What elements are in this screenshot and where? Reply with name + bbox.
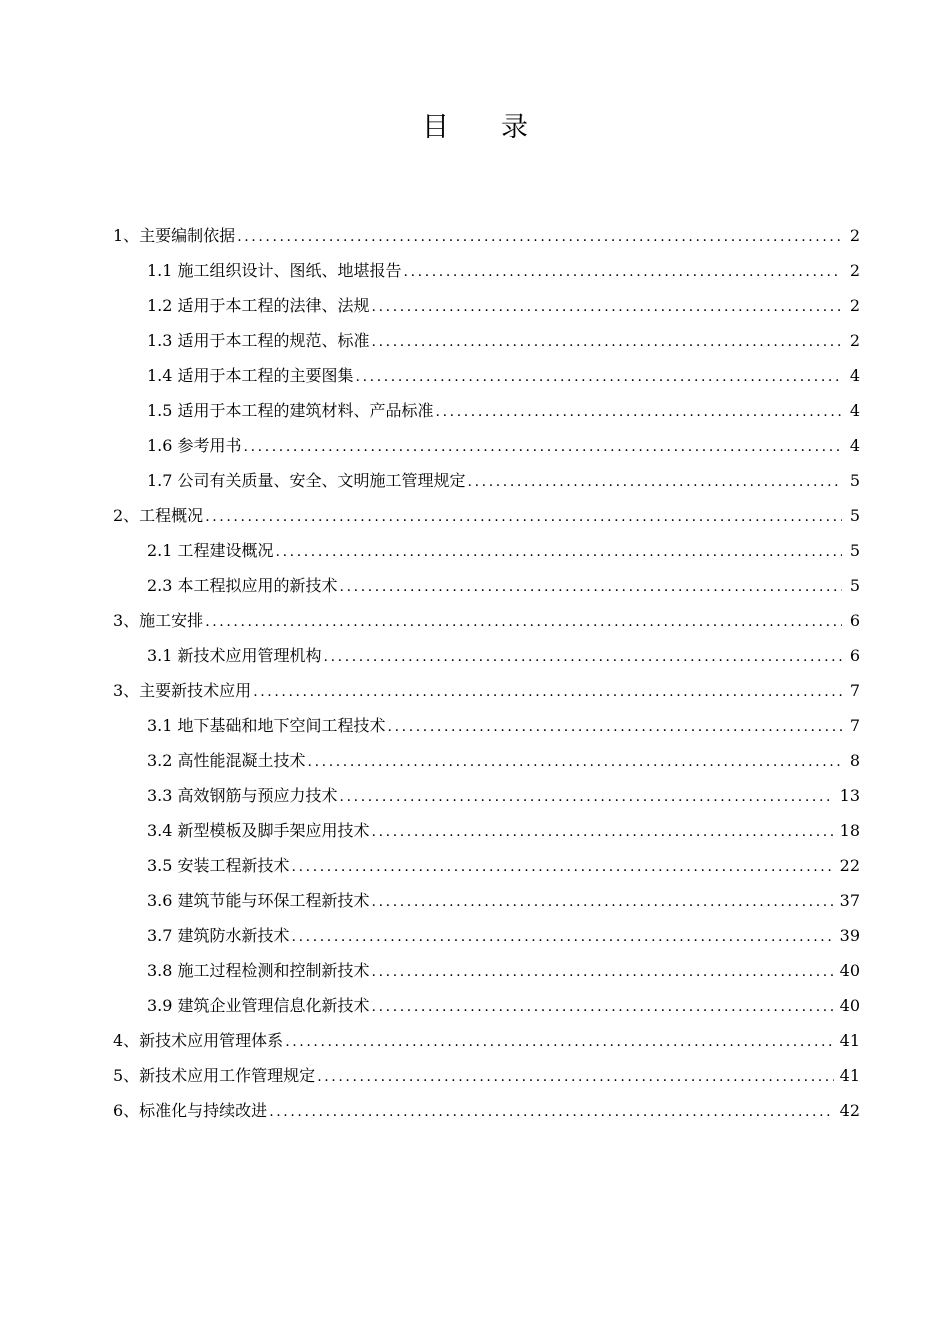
toc-entry-label: 1、主要编制依据: [113, 226, 236, 245]
toc-entry-label: 3.2 高性能混凝土技术: [147, 751, 306, 770]
toc-dot-leader: [253, 675, 842, 708]
toc-entry-label: 2.1 工程建设概况: [147, 541, 274, 560]
toc-entry[interactable]: [113, 393, 860, 428]
toc-dot-leader: [372, 290, 842, 323]
toc-dot-leader: [372, 325, 842, 358]
toc-entry-label: 4、新技术应用管理体系: [113, 1031, 284, 1050]
toc-entry-label: 1.2 适用于本工程的法律、法规: [147, 296, 370, 315]
toc-dot-leader: [237, 220, 842, 253]
toc-entry-page-number: 5: [849, 506, 860, 525]
toc-entry[interactable]: [113, 323, 860, 358]
toc-entry-page-number: 4: [849, 366, 860, 385]
toc-entry-page-number: 4: [849, 401, 860, 420]
toc-entry-label: 3、主要新技术应用: [113, 681, 252, 700]
toc-entry-label: 3.6 建筑节能与环保工程新技术: [147, 891, 370, 910]
toc-dot-leader: [372, 990, 834, 1023]
toc-entry[interactable]: [113, 953, 860, 988]
toc-entry[interactable]: [113, 463, 860, 498]
toc-entry[interactable]: [113, 1093, 860, 1128]
toc-entry[interactable]: [113, 743, 860, 778]
toc-entry[interactable]: [113, 1058, 860, 1093]
toc-entry[interactable]: [113, 778, 860, 813]
toc-dot-leader: [372, 955, 834, 988]
toc-entry[interactable]: [113, 288, 860, 323]
toc-dot-leader: [372, 885, 834, 918]
toc-entry-page-number: 41: [839, 1031, 860, 1050]
toc-dot-leader: [317, 1060, 833, 1093]
toc-entry-page-number: 13: [839, 786, 860, 805]
toc-entry[interactable]: [113, 883, 860, 918]
toc-dot-leader: [292, 850, 834, 883]
title-char-1: 目: [422, 112, 449, 143]
toc-entry-label: 2、工程概况: [113, 506, 204, 525]
toc-entry-page-number: 6: [849, 646, 860, 665]
toc-entry-page-number: 5: [849, 471, 860, 490]
toc-entry-page-number: 5: [849, 576, 860, 595]
toc-entry-page-number: 8: [849, 751, 860, 770]
toc-entry[interactable]: [113, 1023, 860, 1058]
toc-entry-label: 1.7 公司有关质量、安全、文明施工管理规定: [147, 471, 466, 490]
toc-dot-leader: [292, 920, 834, 953]
toc-dot-leader: [285, 1025, 833, 1058]
toc-entry[interactable]: [113, 603, 860, 638]
toc-dot-leader: [404, 255, 842, 288]
toc-entry[interactable]: [113, 358, 860, 393]
toc-entry-label: 6、标准化与持续改进: [113, 1101, 268, 1120]
toc-entry-label: 1.5 适用于本工程的建筑材料、产品标准: [147, 401, 434, 420]
toc-dot-leader: [244, 430, 842, 463]
toc-entry-page-number: 2: [849, 331, 860, 350]
toc-dot-leader: [308, 745, 842, 778]
toc-entry-page-number: 5: [849, 541, 860, 560]
toc-entry[interactable]: [113, 568, 860, 603]
toc-entry-label: 3.7 建筑防水新技术: [147, 926, 290, 945]
toc-entry-page-number: 18: [839, 821, 860, 840]
toc-entry-page-number: 42: [839, 1101, 860, 1120]
toc-dot-leader: [468, 465, 842, 498]
toc-dot-leader: [269, 1095, 833, 1128]
toc-entry-page-number: 2: [849, 296, 860, 315]
toc-entry-page-number: 40: [839, 996, 860, 1015]
toc-entry-label: 3.1 新技术应用管理机构: [147, 646, 322, 665]
toc-entry[interactable]: [113, 813, 860, 848]
toc-entry-page-number: 7: [849, 716, 860, 735]
toc-entry[interactable]: [113, 848, 860, 883]
toc-dot-leader: [205, 605, 842, 638]
toc-entry-page-number: 37: [839, 891, 860, 910]
toc-entry-page-number: 4: [849, 436, 860, 455]
toc-entry-page-number: 2: [849, 226, 860, 245]
page-title: [0, 108, 950, 148]
toc-entry[interactable]: [113, 533, 860, 568]
toc-entry-label: 3.8 施工过程检测和控制新技术: [147, 961, 370, 980]
toc-entry-label: 3.5 安装工程新技术: [147, 856, 290, 875]
toc-dot-leader: [324, 640, 842, 673]
toc-entry-label: 1.6 参考用书: [147, 436, 242, 455]
toc-entry-page-number: 39: [839, 926, 860, 945]
toc-entry-label: 3、施工安排: [113, 611, 204, 630]
toc-entry-label: 1.4 适用于本工程的主要图集: [147, 366, 354, 385]
toc-entry-page-number: 7: [849, 681, 860, 700]
toc-entry[interactable]: [113, 638, 860, 673]
toc-entry-page-number: 2: [849, 261, 860, 280]
toc-entry[interactable]: [113, 428, 860, 463]
toc-entry[interactable]: [113, 708, 860, 743]
toc-dot-leader: [276, 535, 842, 568]
toc-entry-label: 2.3 本工程拟应用的新技术: [147, 576, 338, 595]
toc-entry[interactable]: [113, 673, 860, 708]
toc-dot-leader: [205, 500, 842, 533]
toc-entry-page-number: 6: [849, 611, 860, 630]
toc-entry-page-number: 22: [839, 856, 860, 875]
toc-entry[interactable]: [113, 498, 860, 533]
toc-dot-leader: [340, 780, 834, 813]
toc-entry-label: 3.3 高效钢筋与预应力技术: [147, 786, 338, 805]
toc-dot-leader: [388, 710, 842, 743]
toc-entry[interactable]: [113, 253, 860, 288]
toc-entry-label: 1.3 适用于本工程的规范、标准: [147, 331, 370, 350]
toc-entry[interactable]: [113, 988, 860, 1023]
toc-entry-page-number: 40: [839, 961, 860, 980]
toc-entry[interactable]: [113, 918, 860, 953]
toc-entry-label: 3.9 建筑企业管理信息化新技术: [147, 996, 370, 1015]
toc-entry-page-number: 41: [839, 1066, 860, 1085]
toc-entry-label: 1.1 施工组织设计、图纸、地堪报告: [147, 261, 402, 280]
toc-entry-label: 3.4 新型模板及脚手架应用技术: [147, 821, 370, 840]
toc-dot-leader: [436, 395, 842, 428]
toc-entry[interactable]: [113, 218, 860, 253]
toc-dot-leader: [356, 360, 842, 393]
table-of-contents: [113, 218, 860, 1128]
title-char-2: 录: [501, 112, 528, 143]
toc-dot-leader: [372, 815, 834, 848]
toc-dot-leader: [340, 570, 842, 603]
toc-entry-label: 5、新技术应用工作管理规定: [113, 1066, 316, 1085]
toc-entry-label: 3.1 地下基础和地下空间工程技术: [147, 716, 386, 735]
